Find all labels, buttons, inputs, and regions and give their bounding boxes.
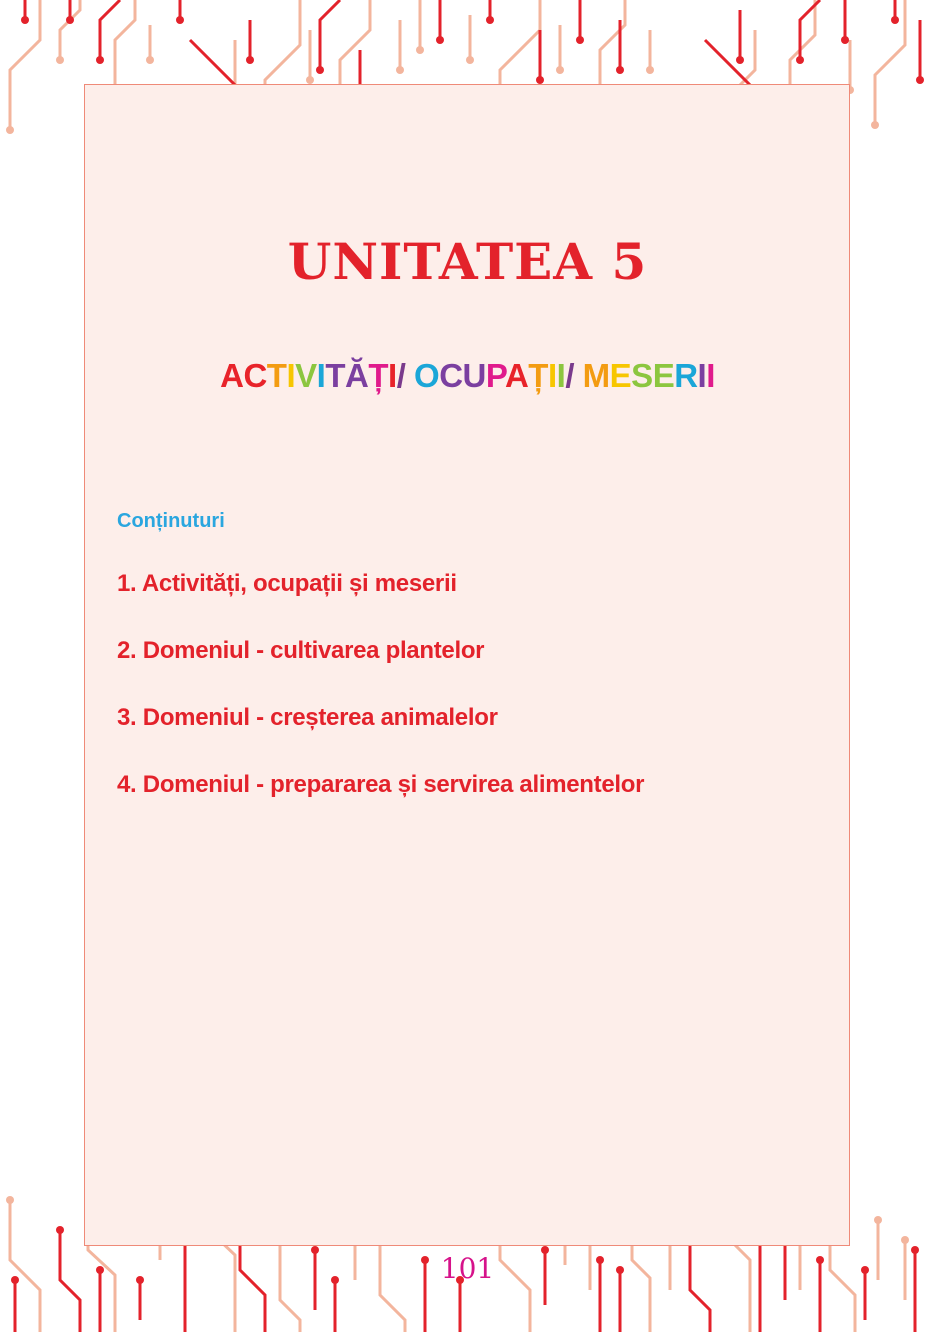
unit-title: UNITATEA 5 [287, 232, 648, 291]
contents-label: Conținuturi [117, 510, 225, 532]
page-number: 101 [440, 1252, 495, 1285]
contents-list [117, 566, 644, 834]
list-item: 4. Domeniul - prepararea și servirea alimentelor [117, 771, 645, 798]
list-item: 2. Domeniul - cultivarea plantelor [117, 637, 485, 664]
subtitle-part: MESERII [582, 357, 715, 394]
list-item: 1. Activități, ocupații și meserii [117, 570, 457, 597]
unit-subtitle [0, 357, 935, 395]
list-item: 3. Domeniul - creșterea animalelor [117, 704, 498, 731]
subtitle-part: ACTIVITĂȚI/ [220, 357, 406, 394]
subtitle-part: OCUPAȚII/ [414, 357, 574, 394]
